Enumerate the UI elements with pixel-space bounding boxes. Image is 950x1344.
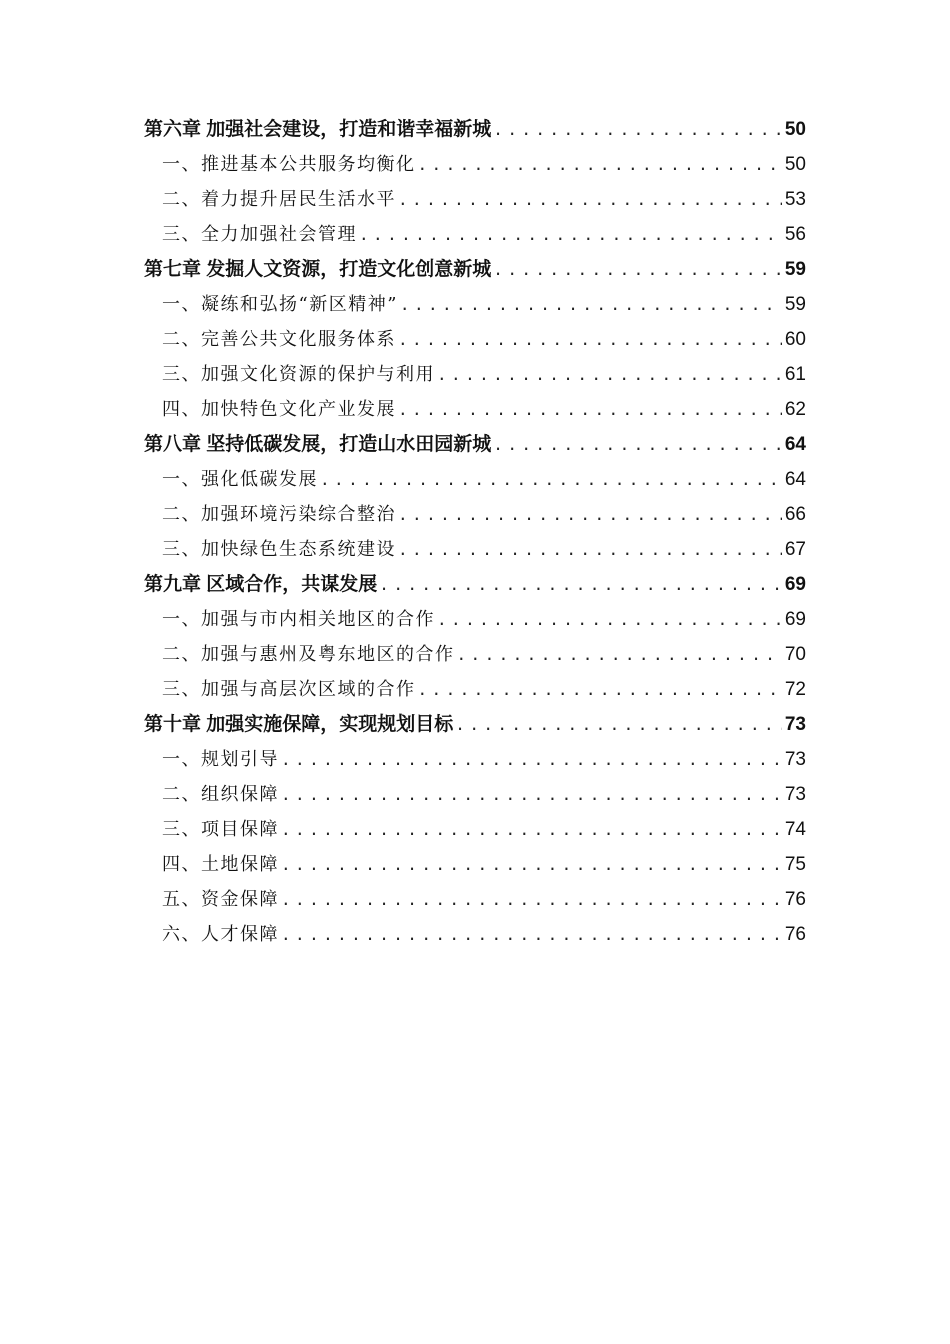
toc-dot-leader bbox=[398, 497, 782, 532]
toc-page-number: 76 bbox=[784, 889, 806, 910]
toc-section[interactable] bbox=[144, 847, 806, 882]
toc-dot-leader bbox=[281, 777, 782, 812]
toc-page-number: 61 bbox=[784, 364, 806, 385]
toc-page-number: 67 bbox=[784, 539, 806, 560]
toc-dot-leader bbox=[398, 532, 782, 567]
toc-entry-title: 三、加强文化资源的保护与利用 bbox=[162, 364, 435, 385]
toc-entry-title: 六、人才保障 bbox=[162, 924, 279, 945]
toc-dot-leader bbox=[281, 847, 782, 882]
toc-entry-title: 第六章 加强社会建设，打造和谐幸福新城 bbox=[144, 119, 492, 140]
toc-section[interactable] bbox=[144, 287, 806, 322]
toc-dot-leader bbox=[493, 252, 782, 287]
toc-page-number: 74 bbox=[784, 819, 806, 840]
toc-dot-leader bbox=[359, 217, 782, 252]
toc-entry-title: 二、加强环境污染综合整治 bbox=[162, 504, 396, 525]
toc-dot-leader bbox=[398, 392, 782, 427]
toc-page-number: 73 bbox=[784, 749, 806, 770]
toc-page-number: 59 bbox=[784, 259, 806, 280]
toc-dot-leader bbox=[281, 882, 782, 917]
toc-section[interactable] bbox=[144, 182, 806, 217]
toc-page-number: 64 bbox=[784, 434, 806, 455]
toc-entry-title: 第十章 加强实施保障，实现规划目标 bbox=[144, 714, 454, 735]
toc-page-number: 62 bbox=[784, 399, 806, 420]
toc-section[interactable] bbox=[144, 672, 806, 707]
toc-dot-leader bbox=[320, 462, 782, 497]
toc-chapter-10[interactable] bbox=[144, 707, 806, 742]
toc-dot-leader bbox=[281, 742, 782, 777]
toc-entry-title: 二、组织保障 bbox=[162, 784, 279, 805]
toc-entry-title: 二、完善公共文化服务体系 bbox=[162, 329, 396, 350]
toc-dot-leader bbox=[398, 182, 782, 217]
toc-section[interactable] bbox=[144, 812, 806, 847]
toc-section[interactable] bbox=[144, 532, 806, 567]
toc-section[interactable] bbox=[144, 882, 806, 917]
toc-dot-leader bbox=[400, 287, 782, 322]
toc-entry-title: 一、推进基本公共服务均衡化 bbox=[162, 154, 416, 175]
toc-section[interactable] bbox=[144, 392, 806, 427]
toc-section[interactable] bbox=[144, 917, 806, 952]
toc-section[interactable] bbox=[144, 462, 806, 497]
toc-entry-title: 五、资金保障 bbox=[162, 889, 279, 910]
toc-page-number: 73 bbox=[784, 714, 806, 735]
toc-section[interactable] bbox=[144, 497, 806, 532]
toc-entry-title: 一、强化低碳发展 bbox=[162, 469, 318, 490]
toc-page-number: 53 bbox=[784, 189, 806, 210]
toc-dot-leader bbox=[418, 147, 782, 182]
toc-entry-title: 四、土地保障 bbox=[162, 854, 279, 875]
toc-section[interactable] bbox=[144, 637, 806, 672]
toc-page-number: 75 bbox=[784, 854, 806, 875]
toc-dot-leader bbox=[493, 112, 782, 147]
toc-page-number: 70 bbox=[784, 644, 806, 665]
toc-page-number: 66 bbox=[784, 504, 806, 525]
toc-page-number: 59 bbox=[784, 294, 806, 315]
toc-page-number: 76 bbox=[784, 924, 806, 945]
toc-dot-leader bbox=[455, 707, 782, 742]
table-of-contents bbox=[144, 112, 806, 952]
toc-section[interactable] bbox=[144, 147, 806, 182]
toc-entry-title: 二、加强与惠州及粤东地区的合作 bbox=[162, 644, 455, 665]
toc-entry-title: 三、加快绿色生态系统建设 bbox=[162, 539, 396, 560]
toc-entry-title: 一、加强与市内相关地区的合作 bbox=[162, 609, 435, 630]
toc-dot-leader bbox=[418, 672, 782, 707]
toc-entry-title: 第七章 发掘人文资源，打造文化创意新城 bbox=[144, 259, 492, 280]
toc-dot-leader bbox=[379, 567, 782, 602]
toc-page-number: 72 bbox=[784, 679, 806, 700]
toc-dot-leader bbox=[281, 917, 782, 952]
toc-section[interactable] bbox=[144, 602, 806, 637]
toc-page-number: 50 bbox=[784, 154, 806, 175]
toc-chapter-6[interactable] bbox=[144, 112, 806, 147]
toc-dot-leader bbox=[398, 322, 782, 357]
toc-entry-title: 第八章 坚持低碳发展，打造山水田园新城 bbox=[144, 434, 492, 455]
toc-dot-leader bbox=[437, 357, 782, 392]
toc-entry-title: 第九章 区域合作，共谋发展 bbox=[144, 574, 378, 595]
toc-dot-leader bbox=[437, 602, 782, 637]
toc-entry-title: 四、加快特色文化产业发展 bbox=[162, 399, 396, 420]
toc-chapter-7[interactable] bbox=[144, 252, 806, 287]
toc-entry-title: 三、全力加强社会管理 bbox=[162, 224, 357, 245]
toc-page-number: 69 bbox=[784, 574, 806, 595]
toc-entry-title: 一、规划引导 bbox=[162, 749, 279, 770]
toc-section[interactable] bbox=[144, 322, 806, 357]
toc-entry-title: 三、加强与高层次区域的合作 bbox=[162, 679, 416, 700]
toc-section[interactable] bbox=[144, 217, 806, 252]
toc-page-number: 60 bbox=[784, 329, 806, 350]
toc-dot-leader bbox=[281, 812, 782, 847]
toc-dot-leader bbox=[457, 637, 782, 672]
toc-section[interactable] bbox=[144, 777, 806, 812]
toc-page-number: 50 bbox=[784, 119, 806, 140]
toc-section[interactable] bbox=[144, 357, 806, 392]
toc-entry-title: 二、着力提升居民生活水平 bbox=[162, 189, 396, 210]
toc-entry-title: 一、凝练和弘扬“新区精神” bbox=[162, 294, 398, 315]
toc-entry-title: 三、项目保障 bbox=[162, 819, 279, 840]
toc-page-number: 56 bbox=[784, 224, 806, 245]
toc-chapter-9[interactable] bbox=[144, 567, 806, 602]
toc-page-number: 64 bbox=[784, 469, 806, 490]
toc-page-number: 69 bbox=[784, 609, 806, 630]
toc-section[interactable] bbox=[144, 742, 806, 777]
toc-dot-leader bbox=[493, 427, 782, 462]
toc-page-number: 73 bbox=[784, 784, 806, 805]
toc-chapter-8[interactable] bbox=[144, 427, 806, 462]
